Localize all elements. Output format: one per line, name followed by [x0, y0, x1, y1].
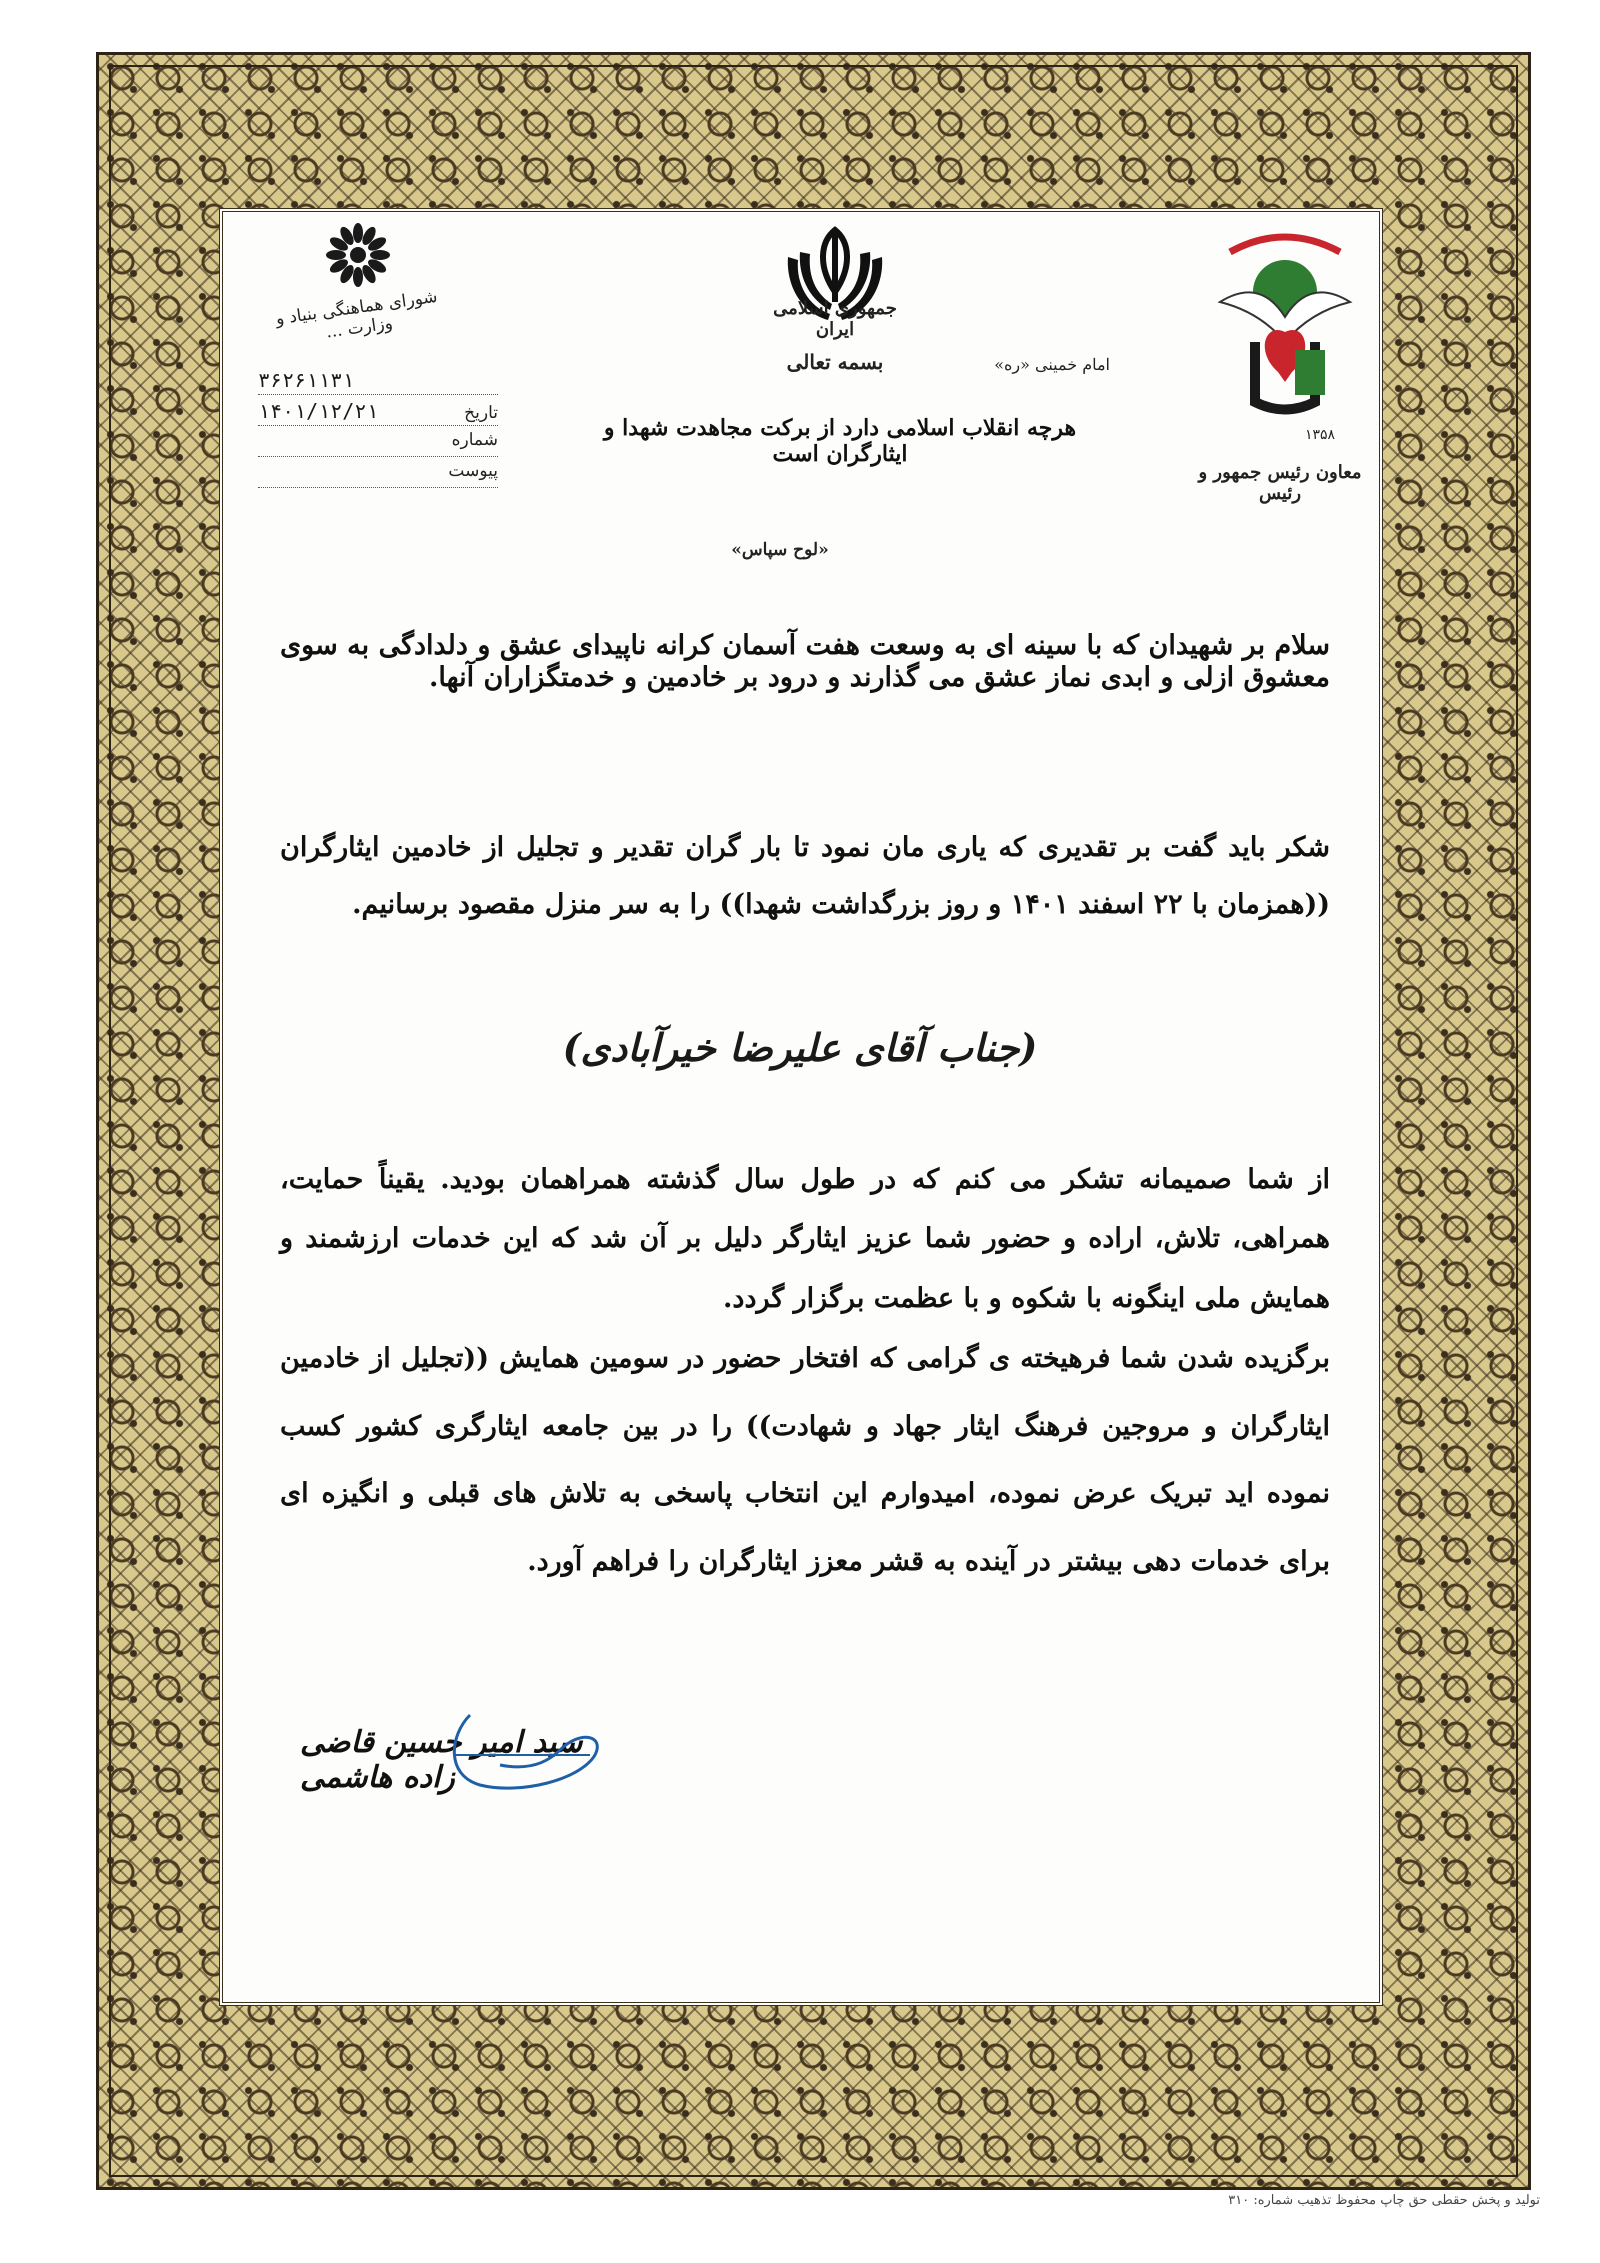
letter-number-row	[258, 368, 498, 395]
council-header	[258, 220, 458, 390]
paragraph-congratulation: برگزیده شدن شما فرهیخته ی گرامی که افتخار حضور در سومین همایش ((تجلیل از خادمین ایثارگران و مروجین فرهنگ ایثار جهاد و شهادت)) را در بین جامعه ایثارگری کشور کسب نموده اید تبریک عرض نموده، امیدوارم این انتخاب پاسخی به تلاش های قبلی و انگیزه ای برای خدمات دهی بیشتر در آینده به قشر معزز ایثارگران را فراهم آورد.	[280, 1343, 1330, 1577]
recipient-name: (جناب آقای علیرضا خیرآبادی)	[562, 1025, 1038, 1070]
paragraph-gratitude: شکر باید گفت بر تقدیری که یاری مان نمود تا بار گران تقدیر و تجلیل از خادمین ایثارگران ((همزمان با ۲۲ اسفند ۱۴۰۱ و روز بزرگداشت شهدا)) را به سر منزل مقصود برسانیم.	[280, 832, 1330, 920]
paragraph-thanks: از شما صمیمانه تشکر می کنم که در طول سال گذشته همراهمان بودید. یقیناً حمایت، همراهی، تلاش، اراده و حضور شما عزیز ایثارگر دلیل بر آن شد که این خدمات ارزشمند و همایش ملی اینگونه با شکوه و با عظمت برگزار گردد.	[280, 1164, 1330, 1314]
foundation-header	[1198, 222, 1370, 504]
vice-president-title: معاون رئیس جمهور و رئیس	[1198, 462, 1362, 504]
foundation-year: ۱۳۵۸	[1305, 427, 1336, 443]
quote-source: امام خمینی «ره»	[994, 355, 1110, 374]
letter-meta	[258, 368, 498, 492]
date-row	[258, 399, 498, 426]
date-value: ۱۴۰۱/۱۲/۲۱	[258, 399, 379, 423]
number-label: شماره	[451, 430, 498, 450]
council-name: شورای هماهنگی بنیاد و وزارت ...	[274, 286, 439, 343]
attachment-label: پیوست	[448, 461, 498, 481]
footer-note: تولید و پخش حقطی حق چاپ محفوظ تذهیب شماره: ۳۱۰	[1228, 2193, 1540, 2208]
republic-title: جمهوری اسلامی ایران	[773, 298, 897, 340]
council-emblem-icon	[323, 220, 393, 290]
letter-number: ۳۶۲۶۱۱۳۱	[258, 368, 355, 392]
signatory-name: سید امیر حسین قاضی زاده هاشمی	[300, 1725, 583, 1795]
number-row	[258, 430, 498, 457]
plaque-title: «لوح سپاس»	[731, 540, 829, 560]
signature-mark	[430, 1695, 610, 1815]
foundation-emblem-icon	[1200, 222, 1370, 422]
attachment-row	[258, 461, 498, 488]
basmala: بسمه تعالی	[786, 350, 884, 374]
motto: هرچه انقلاب اسلامی دارد از برکت مجاهدت شهدا و ایثارگران است	[603, 415, 1077, 467]
date-label: تاریخ	[464, 403, 498, 423]
paragraph-greeting: سلام بر شهیدان که با سینه ای به وسعت هفت آسمان کرانه ناپیدای عشق و دلدادگی به سوی معشوق ازلی و ابدی نماز عشق می گذارند و درود بر خادمین و خدمتگزاران آنها.	[280, 630, 1330, 694]
